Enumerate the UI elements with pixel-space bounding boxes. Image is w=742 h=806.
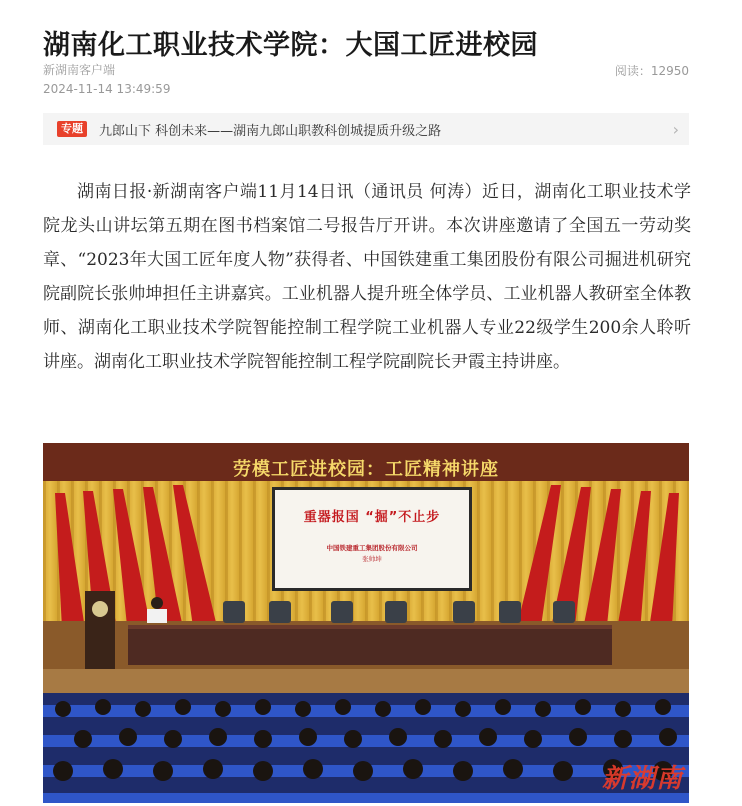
watermark-logo: 新湖南 [601, 764, 683, 794]
chevron-right-icon: › [672, 119, 679, 139]
screen-title: 重器报国 “掘”不止步 [303, 510, 441, 525]
screen-company: 中国铁建重工集团股份有限公司 [326, 544, 418, 552]
projection-screen [272, 487, 472, 591]
article-photo[interactable] [43, 443, 689, 803]
photo-banner: 劳模工匠进校园：工匠精神讲座 [233, 459, 499, 480]
article-paragraph: 湖南日报·新湖南客户端11月14日讯（通讯员 何涛）近日，湖南化工职业技术学院龙头山讲坛第五期在图书档案馆二号报告厅开讲。本次讲座邀请了全国五一劳动奖章、“2023年大国工匠年度人物”获得者、中国铁建重工集团股份有限公司掘进机研究院副院长张帅坤担任主讲嘉宾。工业机器人提升班全体学员、工业机器人教研室全体教师、湖南化工职业技术学院智能控制工程学院工业机器人专业22级学生200余人聆听讲座。湖南化工职业技术学院智能控制工程学院副院长尹霞主持讲座。 [43, 182, 691, 372]
article-meta [43, 62, 170, 98]
article-datetime: 2024-11-14 13:49:59 [43, 82, 171, 96]
topic-link[interactable] [43, 113, 689, 145]
read-count: 阅读：12950 [614, 64, 689, 78]
topic-badge: 专题 [57, 121, 87, 137]
article-source[interactable]: 新湖南客户端 [43, 63, 116, 77]
topic-title[interactable]: 九郎山下 科创未来——湖南九郎山职教科创城提质升级之路 [99, 123, 442, 139]
article-title: 湖南化工职业技术学院：大国工匠进校园 [43, 30, 538, 62]
screen-speaker: 张帅坤 [362, 555, 382, 563]
